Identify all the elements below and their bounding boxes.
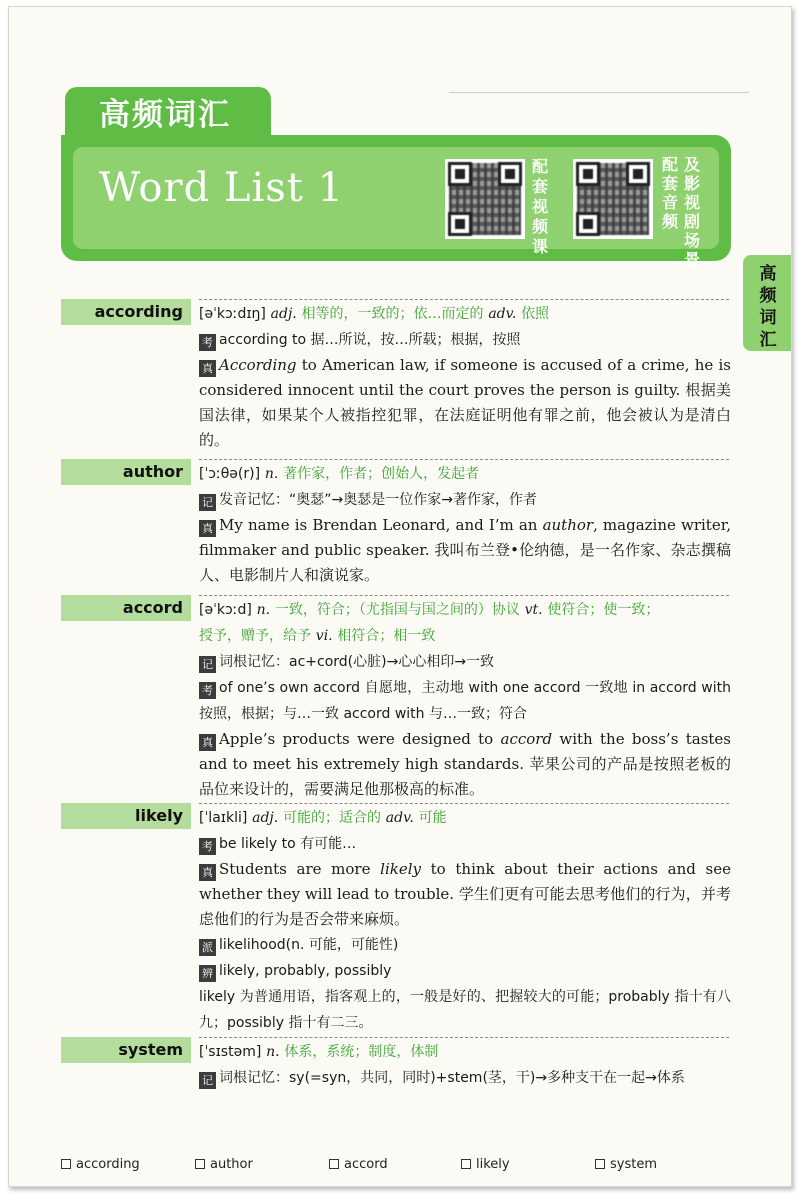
exam-badge: 考 <box>199 682 216 699</box>
line-text: 发音记忆：“奥瑟”→奥瑟是一位作家→著作家，作者 <box>219 492 537 508</box>
entry-divider <box>199 595 729 596</box>
checkbox[interactable] <box>195 1159 205 1169</box>
exam-phrase-line <box>199 831 731 857</box>
checklist-label: according <box>76 1157 140 1172</box>
memory-tip-line <box>199 649 731 675</box>
entry-body <box>199 461 731 588</box>
memory-badge: 记 <box>199 494 216 511</box>
checkbox[interactable] <box>461 1159 471 1169</box>
part-of-speech: n. <box>264 466 279 482</box>
line-text: likelihood(n. 可能，可能性) <box>219 937 399 953</box>
real-exam-sentence <box>199 353 731 453</box>
checklist-item[interactable] <box>595 1157 657 1172</box>
line-text: 词根记忆：ac+cord(心脏)→心心相印→一致 <box>219 654 495 670</box>
checklist-label: author <box>210 1157 253 1172</box>
checklist-item[interactable] <box>461 1157 510 1172</box>
entry-body <box>199 301 731 453</box>
phonetic: [əˈkɔːd] <box>199 602 252 618</box>
real-exam-badge: 真 <box>199 734 216 751</box>
qr-code-video[interactable] <box>445 159 525 239</box>
definition: 体系，系统；制度，体制 <box>284 1044 439 1060</box>
distinguish-badge: 辨 <box>199 965 216 982</box>
phonetic: [ˈɔːθə(r)] <box>199 466 261 482</box>
exam-badge: 考 <box>199 334 216 351</box>
line-text: according to 据…所说，按…所载；根据，按照 <box>219 332 521 348</box>
word-list-title: Word List 1 <box>99 165 345 211</box>
line-text: 词根记忆：sy(=syn，共同，同时)+stem(茎，干)→多种支干在一起→体系 <box>219 1070 685 1086</box>
real-exam-sentence <box>199 513 731 588</box>
checklist-item[interactable] <box>329 1157 388 1172</box>
checkbox[interactable] <box>329 1159 339 1169</box>
section-title: 高频词汇 <box>65 87 271 143</box>
phonetic: [əˈkɔːdɪŋ] <box>199 306 266 322</box>
qr-pattern <box>577 163 649 235</box>
qr-code-audio[interactable] <box>573 159 653 239</box>
sentence-text: with the boss’s tastes and to meet his extremely high standards. 苹果公司的产品是按照老板的品位来设计的，需要满足他那极高的标准。 <box>199 730 731 798</box>
memory-badge: 记 <box>199 1072 216 1089</box>
real-exam-sentence <box>199 857 731 932</box>
entry-divider <box>199 803 729 804</box>
part-of-speech: vi. <box>315 628 333 644</box>
highlight-word: According <box>219 356 297 374</box>
banner-inner <box>73 147 719 269</box>
definition-line <box>199 1039 731 1065</box>
checkbox[interactable] <box>61 1159 71 1169</box>
memory-tip-line <box>199 487 731 513</box>
qr-label-video: 配 套 视 频 课 <box>531 157 548 256</box>
real-exam-badge: 真 <box>199 864 216 881</box>
derivative-badge: 派 <box>199 939 216 956</box>
real-exam-badge: 真 <box>199 360 216 377</box>
definition: 依照 <box>521 306 550 322</box>
highlight-word: likely <box>380 860 421 878</box>
part-of-speech: n. <box>266 1044 280 1060</box>
headword: system <box>61 1037 191 1063</box>
entry-divider <box>199 1037 729 1038</box>
headword: author <box>61 459 191 485</box>
phonetic: [ˈlaɪkli] <box>199 810 248 826</box>
line-text: likely 为普通用语，指客观上的，一般是好的、把握较大的可能；probably 指十有八九；possibly 指十有二三。 <box>199 989 731 1031</box>
sentence-text: to American law, if someone is accused of a crime, he is considered innocent until the court proves the person is guilty. 根据美国法律，如果某个人被指控犯罪，在法庭证明他有罪之前，他会被认为是清白的。 <box>199 356 731 449</box>
sentence-text-pre: My name is Brendan Leonard, and I’m an <box>219 516 543 534</box>
line-text: be likely to 有可能… <box>219 836 357 852</box>
headword: likely <box>61 803 191 829</box>
part-of-speech: adv. <box>488 306 517 322</box>
definition-line <box>199 805 731 831</box>
sentence-text-pre: Students are more <box>219 860 381 878</box>
definition: 使符合；使一致； <box>547 602 660 618</box>
checklist-label: system <box>610 1157 657 1172</box>
side-tab <box>743 255 792 351</box>
exam-badge: 考 <box>199 838 216 855</box>
line-text: likely, probably, possibly <box>219 963 392 979</box>
qr-label-audio-col1: 配 套 音 频 <box>661 155 678 231</box>
entry-divider <box>199 459 729 460</box>
definition-line <box>199 301 731 327</box>
review-checklist <box>61 1157 741 1179</box>
part-of-speech: adv. <box>385 810 414 826</box>
definition-line-2 <box>199 623 731 649</box>
sentence-text: to think about their actions and see whether they will lead to trouble. 学生们更有可能去思考他们的行为，并考虑他们的行为是否会带来麻烦。 <box>199 860 731 928</box>
phonetic: [ˈsɪstəm] <box>199 1044 262 1060</box>
word-list-banner <box>61 135 731 269</box>
checkbox[interactable] <box>595 1159 605 1169</box>
checklist-label: likely <box>476 1157 510 1172</box>
part-of-speech: n. <box>256 602 271 618</box>
highlight-word: author <box>542 516 594 534</box>
bleed-through-rule <box>449 77 749 93</box>
real-exam-badge: 真 <box>199 520 216 537</box>
definition-line <box>199 461 731 487</box>
exam-phrase-line <box>199 675 731 727</box>
headword: accord <box>61 595 191 621</box>
sentence-text: , magazine writer, filmmaker and public speaker. 我叫布兰登•伦纳德，是一名作家、杂志撰稿人、电影制片人和演说家。 <box>199 516 731 584</box>
qr-pattern <box>449 163 521 235</box>
checklist-item[interactable] <box>61 1157 140 1172</box>
definition: 相等的，一致的；依…而定的 <box>301 306 484 322</box>
definition: 可能的；适合的 <box>283 810 382 826</box>
entry-divider <box>199 299 729 300</box>
real-exam-sentence <box>199 727 731 802</box>
highlight-word: accord <box>500 730 553 748</box>
derivative-line <box>199 932 731 958</box>
book-page <box>8 6 792 1187</box>
memory-tip-line <box>199 1065 731 1091</box>
definition: 著作家，作者；创始人，发起者 <box>283 466 480 482</box>
qr-label-audio-col2: 及 影 视 剧 场 景 <box>683 155 700 269</box>
checklist-label: accord <box>344 1157 388 1172</box>
part-of-speech: vt. <box>524 602 543 618</box>
line-text: of one’s own accord 自愿地，主动地 with one accord 一致地 in accord with 按照，根据；与…一致 accord with 与…一致；符合 <box>199 680 731 722</box>
distinguish-line <box>199 958 731 984</box>
entry-body <box>199 805 731 1036</box>
distinguish-note <box>199 984 731 1036</box>
memory-badge: 记 <box>199 656 216 673</box>
part-of-speech: adj. <box>252 810 279 826</box>
definition: 可能 <box>418 810 447 826</box>
part-of-speech: adj. <box>270 306 297 322</box>
sentence-text-pre: Apple’s products were designed to <box>219 730 501 748</box>
exam-phrase-line <box>199 327 731 353</box>
checklist-item[interactable] <box>195 1157 253 1172</box>
definition: 一致，符合；（尤指国与国之间的）协议 <box>274 602 520 618</box>
definition: 授予，赠予，给予 <box>199 628 311 644</box>
headword: according <box>61 299 191 325</box>
definition: 相符合；相一致 <box>337 628 436 644</box>
entry-body <box>199 1039 731 1091</box>
entry-body <box>199 597 731 802</box>
side-tab-label: 高 频 词 汇 <box>759 264 777 350</box>
definition-line <box>199 597 731 623</box>
